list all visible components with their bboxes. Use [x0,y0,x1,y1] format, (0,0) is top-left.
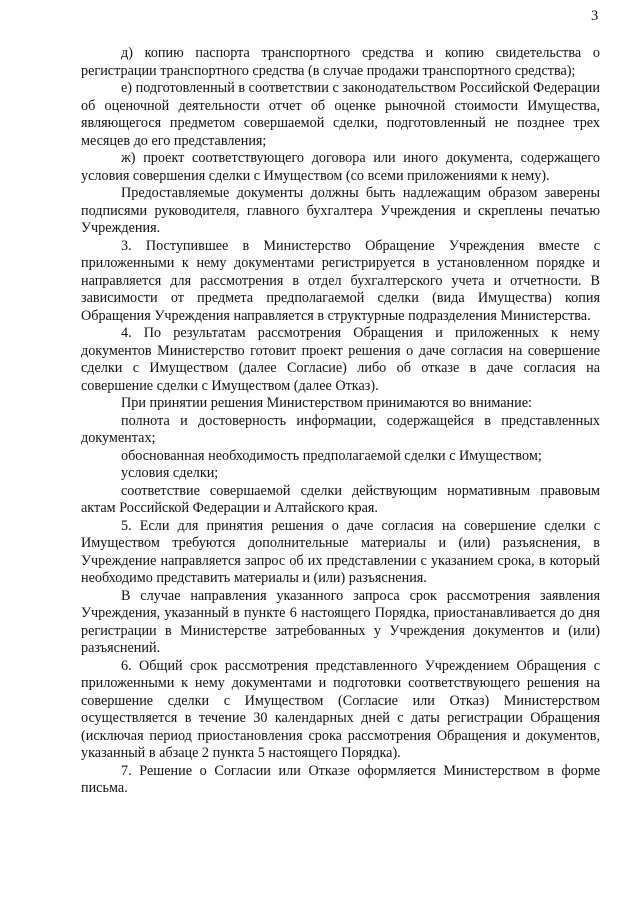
paragraph-clause-7: 7. Решение о Согласии или Отказе оформляется Министерством в форме письма. [81,762,600,796]
paragraph-clause-4: 4. По результатам рассмотрения Обращения и приложенных к нему документов Министерство готовит проект решения о даче согласия на совершение сделки с Имуществом (далее Согласие) либо об отказе в даче согласия на совершение сделки с Имуществом (далее Отказ). [81,325,600,394]
document-body [81,45,600,798]
paragraph-documents-certification: Предоставляемые документы должны быть надлежащим образом заверены подписями руководителя, главного бухгалтера Учреждения и скреплены печатью Учреждения. [81,185,600,236]
paragraph-item-zh: ж) проект соответствующего договора или иного документа, содержащего условия совершения сделки с Имуществом (со всеми приложениями к нему). [81,150,600,184]
paragraph-clause-6: 6. Общий срок рассмотрения представленного Учреждением Обращения с приложенными к нему документами и подготовки соответствующего решения на совершение сделки с Имуществом (Согласие или Отказ) Министерством осуществляется в течение 30 календарных дней с даты регистрации Обращения (исключая период приостановления срока рассмотрения Обращения и документов, указанный в абзаце 2 пункта 5 настоящего Порядка). [81,657,600,761]
paragraph-criterion-completeness: полнота и достоверность информации, содержащейся в представленных документах; [81,412,600,446]
page-number: 3 [591,8,599,24]
paragraph-clause-5: 5. Если для принятия решения о даче согласия на совершение сделки с Имуществом требуются дополнительные материалы и (или) разъяснения, в Учреждение направляется запрос об их представлении с указанием срока, в который необходимо представить материалы и (или) разъяснения. [81,517,600,586]
paragraph-criterion-necessity: обоснованная необходимость предполагаемой сделки с Имуществом; [121,447,542,464]
paragraph-criterion-conditions: условия сделки; [121,465,219,481]
paragraph-criterion-compliance: соответствие совершаемой сделки действующим нормативным правовым актам Российской Федерации и Алтайского края. [81,482,600,516]
paragraph-item-e: е) подготовленный в соответствии с законодательством Российской Федерации об оценочной деятельности отчет об оценке рыночной стоимости Имущества, являющегося предметом совершаемой сделки, подготовленный не позднее трех месяцев до его представления; [81,80,600,149]
paragraph-decision-criteria-intro: При принятии решения Министерством принимаются во внимание: [121,395,532,411]
paragraph-clause-5-suspension: В случае направления указанного запроса срок рассмотрения заявления Учреждения, указанный в пункте 6 настоящего Порядка, приостанавливается до дня регистрации в Министерстве затребованных у Учреждения документов и (или) разъяснений. [81,587,600,656]
paragraph-item-d: д) копию паспорта транспортного средства и копию свидетельства о регистрации транспортного средства (в случае продажи транспортного средства); [81,45,600,79]
paragraph-clause-3: 3. Поступившее в Министерство Обращение Учреждения вместе с приложенными к нему документами регистрируется в установленном порядке и направляется для рассмотрения в отдел бухгалтерского учета и отчетности. В зависимости от предмета предполагаемой сделки (вида Имущества) копия Обращения Учреждения направляется в структурные подразделения Министерства. [81,237,600,324]
